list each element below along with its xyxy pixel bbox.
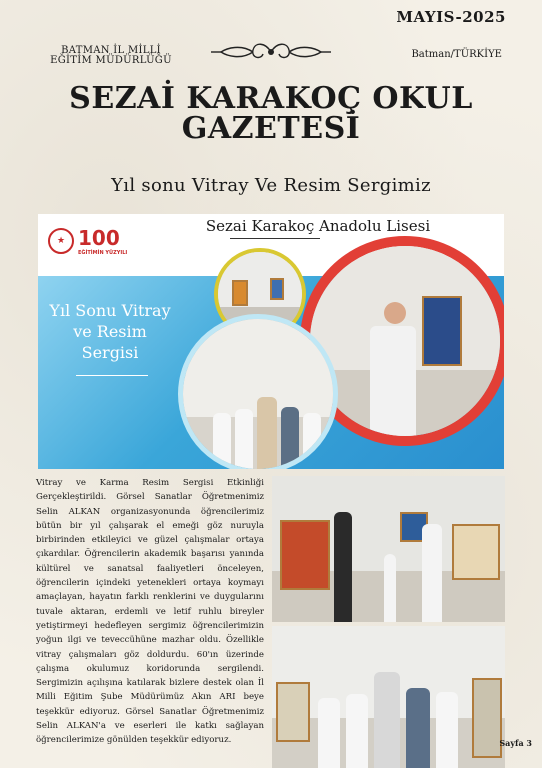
photo-circle-group [178,314,338,469]
school-name: Sezai Karakoç Anadolu Lisesi [205,217,431,235]
issue-date: MAYIS-2025 [396,8,506,26]
org-line-1: BATMAN İL MİLLİ [61,45,161,56]
photo-corridor-students [272,476,505,622]
exhibit-title-line-3: Sergisi [81,343,139,362]
photo-group [183,319,333,469]
exhibit-title-line-2: ve Resim [73,322,147,341]
newspaper-title [0,81,542,146]
painting-on-easel [422,296,462,366]
ornament-divider-icon [207,38,335,66]
location-label: Batman/TÜRKİYE [411,49,502,60]
article-body: Vitray ve Karma Resim Sergisi Etkinliği Gerçekleştirildi. Görsel Sanatlar Öğretmenimiz Selin ALKAN organizasyonunda öğrencilerimiz bütün bir yıl çalışarak el emeği göz nuruyla birbirinden etkileyici ve güzel çalışmalar ortaya çıkardılar. Öğrencilerin akademik başarısı yanında kültürel ve sanatsal faaliyetleri önceleyen, öğrencilerin içindeki yetenekleri ortaya koymayı amaçlayan, hayatın farklı renklerini ve duygularını tuvale aktaran, erdemli ve letif ruhlu bireyler yetiştirmeyi hedefleyen sergimiz öğrencilerimizin yoğun ilgi ve teveccühüne mazhar oldu. Özellikle vitray çalışmaları göz doldurdu. 60'ın üzerinde çalışma okulumuz koridorunda sergilendi. Sergimizin açılışına katılarak bizlere destek olan İl Milli Eğitim Şube Müdürümüz Akın ARI beye teşekkür ediyoruz. Görsel Sanatlar Öğretmenimiz Selin ALKAN'a ve eserleri ile katkı sağlayan öğrencilerimize gönülden teşekkür ediyoruz. [36,478,264,746]
centennial-number: 100 [78,226,120,250]
guest-figure [370,326,416,436]
organization-name [46,46,176,66]
school-underline [230,238,320,239]
article-headline: Yıl sonu Vitray Ve Resim Sergimiz [111,175,431,196]
centennial-logo [78,226,127,256]
painting-right [452,524,500,580]
logo-box [42,218,154,264]
centennial-subtitle: EĞİTİMİN YÜZYILI [78,250,128,256]
exhibit-title [46,300,174,363]
exhibition-banner [38,214,504,469]
exhibit-title-line-1: Yıl Sonu Vitray [49,301,171,320]
title-line-2: GAZETESİ [181,111,361,146]
photo-group-corridor [272,626,505,768]
page-number: Sayfa 3 [499,738,532,748]
exhibit-underline [76,375,148,376]
photo-guest [310,246,500,436]
painting-left [280,520,330,590]
org-line-2: EĞİTİM MÜDÜRLÜĞÜ [50,55,172,66]
title-line-1: SEZAİ KARAKOÇ OKUL [69,81,473,116]
ministry-seal-icon: ★ [48,228,74,254]
